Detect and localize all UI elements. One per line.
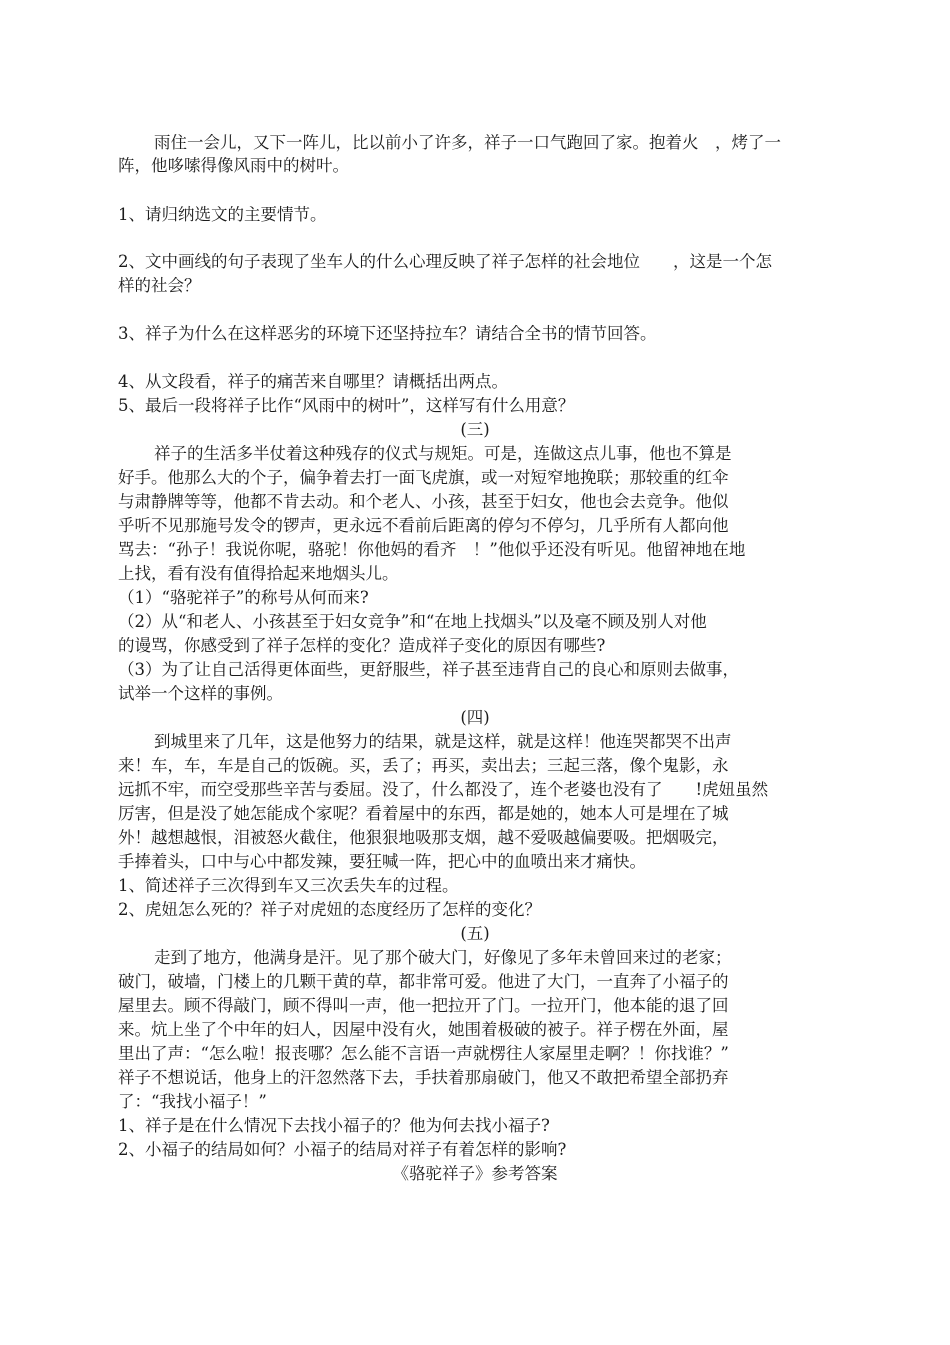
paragraph-line: 骂去：“孙子！我说你呢，骆驼！你他妈的看齐 ！”他似乎还没有听见。他留神地在地 (118, 540, 746, 559)
paragraph-line: 好手。他那么大的个子，偏争着去打一面飞虎旗，或一对短窄地挽联；那较重的红伞 (118, 468, 729, 487)
paragraph-line: 了：“我找小福子！” (118, 1092, 267, 1111)
paragraph-line: 屋里去。顾不得敲门，顾不得叫一声，他一把拉开了门。一拉开门，他本能的退了回 (118, 996, 729, 1015)
paragraph-line: 来！车，车，车是自己的饭碗。买，丢了；再买，卖出去；三起三落，像个鬼影，永 (118, 756, 729, 775)
question-line: 的谩骂，你感受到了祥子怎样的变化？造成祥子变化的原因有哪些? (118, 636, 606, 655)
question-line: 2、虎妞怎么死的？祥子对虎妞的态度经历了怎样的变化？ (118, 900, 541, 919)
question-line: 5、最后一段将祥子比作“风雨中的树叶”，这样写有什么用意？ (118, 396, 575, 415)
question-line: （3）为了让自己活得更体面些，更舒服些，祥子甚至违背自己的良心和原则去做事， (118, 660, 739, 679)
question-line: 1、祥子是在什么情况下去找小福子的？他为何去找小福子? (118, 1116, 550, 1135)
paragraph-line: 来。炕上坐了个中年的妇人，因屋中没有火，她围着极破的被子。祥子楞在外面，屋 (118, 1020, 729, 1039)
paragraph-line: 厉害，但是没了她怎能成个家呢？看着屋中的东西，都是她的，她本人可是埋在了城 (118, 804, 729, 823)
section-heading: (四) (460, 708, 490, 727)
paragraph-line: 祥子的生活多半仗着这种残存的仪式与规矩。可是，连做这点儿事，他也不算是 (154, 444, 732, 463)
paragraph-line: 到城里来了几年，这是他努力的结果，就是这样，就是这样！他连哭都哭不出声 (154, 732, 732, 751)
paragraph-line: 手捧着头，口中与心中都发辣，要狂喊一阵，把心中的血喷出来才痛快。 (118, 852, 646, 871)
paragraph-line: 外！越想越恨，泪被怒火截住，他狠狠地吸那支烟，越不爱吸越偏要吸。把烟吸完， (118, 828, 729, 847)
question-line: 试举一个这样的事例。 (118, 684, 283, 703)
paragraph-line: 乎听不见那施号发令的锣声，更永远不看前后距离的停匀不停匀，几乎所有人都向他 (118, 516, 729, 535)
paragraph-line: 走到了地方，他满身是汗。见了那个破大门，好像见了多年未曾回来过的老家； (154, 948, 732, 967)
paragraph-line: 阵，他哆嗦得像风雨中的树叶。 (118, 156, 349, 175)
question-line: （2）从“和老人、小孩甚至于妇女竞争”和“在地上找烟头”以及毫不顾及别人对他 (118, 612, 707, 631)
paragraph-line: 远抓不牢，而空受那些辛苦与委屈。没了，什么都没了，连个老婆也没有了 !虎妞虽然 (118, 780, 769, 799)
paragraph-line: 上找，看有没有值得拾起来地烟头儿。 (118, 564, 399, 583)
question-line: 3、祥子为什么在这样恶劣的环境下还坚持拉车？请结合全书的情节回答。 (118, 324, 657, 343)
answer-heading: 《骆驼祥子》参考答案 (392, 1164, 558, 1183)
question-line: 1、简述祥子三次得到车又三次丢失车的过程。 (118, 876, 459, 895)
question-line: 4、从文段看，祥子的痛苦来自哪里？请概括出两点。 (118, 372, 508, 391)
paragraph-line: 与肃静牌等等，他都不肯去动。和个老人、小孩，甚至于妇女，他也会去竞争。他似 (118, 492, 729, 511)
section-heading: (五) (460, 924, 490, 943)
question-line: 2、文中画线的句子表现了坐车人的什么心理反映了祥子怎样的社会地位 ，这是一个怎 (118, 252, 772, 271)
question-line: （1）“骆驼祥子”的称号从何而来? (118, 588, 369, 607)
paragraph-line: 里出了声：“怎么啦！报丧哪？怎么能不言语一声就楞往人家屋里走啊？！你找谁？” (118, 1044, 729, 1063)
question-line: 2、小福子的结局如何？小福子的结局对祥子有着怎样的影响? (118, 1140, 567, 1159)
paragraph-line: 雨住一会儿，又下一阵儿，比以前小了许多，祥子一口气跑回了家。抱着火 ，烤了一 (154, 133, 781, 152)
paragraph-line: 祥子不想说话，他身上的汗忽然落下去，手扶着那扇破门，他又不敢把希望全部扔弃 (118, 1068, 729, 1087)
question-line: 1、请归纳选文的主要情节。 (118, 205, 327, 224)
paragraph-line: 破门，破墙，门楼上的几颗干黄的草，都非常可爱。他进了大门，一直奔了小福子的 (118, 972, 729, 991)
section-heading: (三) (460, 420, 490, 439)
question-line: 样的社会？ (118, 276, 201, 295)
